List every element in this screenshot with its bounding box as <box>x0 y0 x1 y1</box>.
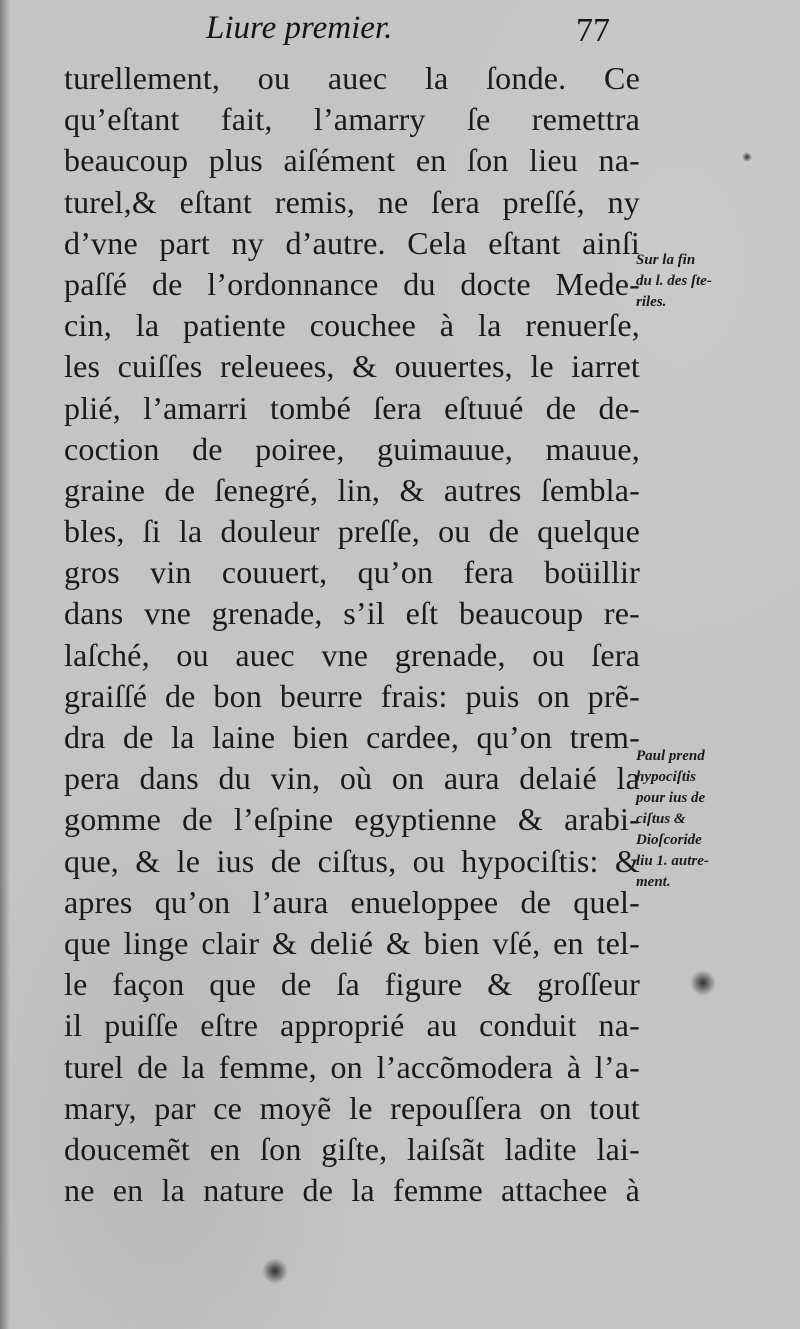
text-line: pera dans du vin, où on aura delaié la <box>64 760 640 797</box>
margin-note <box>636 250 786 313</box>
margin-note-line: Sur la fin <box>636 252 696 268</box>
text-line: cin, la patiente couchee à la renuerſe, <box>64 307 640 344</box>
text-line: paſſé de l’ordonnance du docte Mede- <box>64 265 640 302</box>
text-line: laſché, ou auec vne grenade, ou ſera <box>64 636 640 673</box>
text-line: graiſſé de bon beurre frais: puis on prẽ- <box>64 677 640 714</box>
margin-note-line: du l. des ſte- <box>636 273 712 289</box>
text-line: qu’eſtant fait, l’amarry ſe remettra <box>64 101 640 138</box>
text-line: beaucoup plus aiſément en ſon lieu na- <box>64 142 640 179</box>
margin-note-line: ment. <box>636 874 671 890</box>
text-line: gomme de l’eſpine egyptienne & arabi- <box>64 801 640 838</box>
margin-note-line: Dioſcoride <box>636 832 702 848</box>
text-line: ne en la nature de la femme attachee à <box>64 1172 640 1209</box>
text-line: turel de la femme, on l’accõmodera à l’a- <box>64 1048 640 1085</box>
margin-note-line: riles. <box>636 294 667 310</box>
text-line: coction de poiree, guimauue, mauue, <box>64 430 640 467</box>
text-line: plié, l’amarri tombé ſera eſtuué de de- <box>64 389 640 426</box>
text-line: il puiſſe eſtre approprié au conduit na- <box>64 1007 640 1044</box>
text-line: mary, par ce moyẽ le repouſſera on tout <box>64 1089 640 1126</box>
text-line: que linge clair & delié & bien vſé, en tel- <box>64 924 640 961</box>
margin-note-line: pour ius de <box>636 790 706 806</box>
text-line: que, & le ius de ciſtus, ou hypociſtis: & <box>64 842 640 879</box>
text-line: bles, ſi la douleur preſſe, ou de quelque <box>64 513 640 550</box>
text-line: doucemẽt en ſon giſte, laiſsãt ladite lai- <box>64 1130 640 1167</box>
margin-note-line: Paul prend <box>636 748 705 764</box>
body-text <box>64 58 640 1211</box>
margin-note-line: liu 1. autre- <box>636 853 709 869</box>
ink-speck <box>690 970 716 996</box>
running-head: Liure premier. <box>206 10 393 46</box>
page-edge-shadow <box>0 0 10 1329</box>
text-line: turellement, ou auec la ſonde. Ce <box>64 60 640 96</box>
text-line: gros vin couuert, qu’on fera boüillir <box>64 554 640 591</box>
text-line: graine de ſenegré, lin, & autres ſembla- <box>64 471 640 508</box>
text-line: apres qu’on l’aura enueloppee de quel- <box>64 883 640 920</box>
ink-speck <box>742 152 752 162</box>
text-line: turel,& eſtant remis, ne ſera preſſé, ny <box>64 183 640 220</box>
margin-note-line: ciſtus & <box>636 811 686 827</box>
text-line: le façon que de ſa figure & groſſeur <box>64 966 640 1003</box>
text-line: dans vne grenade, s’il eſt beaucoup re- <box>64 595 640 632</box>
margin-note <box>636 746 786 893</box>
margin-note-line: hypociſtis <box>636 769 696 785</box>
text-line: dra de la laine bien cardee, qu’on trem- <box>64 719 640 755</box>
text-line: les cuiſſes releuees, & ouuertes, le iarret <box>64 348 640 385</box>
page-number: 77 <box>576 12 610 49</box>
ink-speck <box>262 1258 288 1284</box>
text-line: d’vne part ny d’autre. Cela eſtant ainſi <box>64 224 640 261</box>
